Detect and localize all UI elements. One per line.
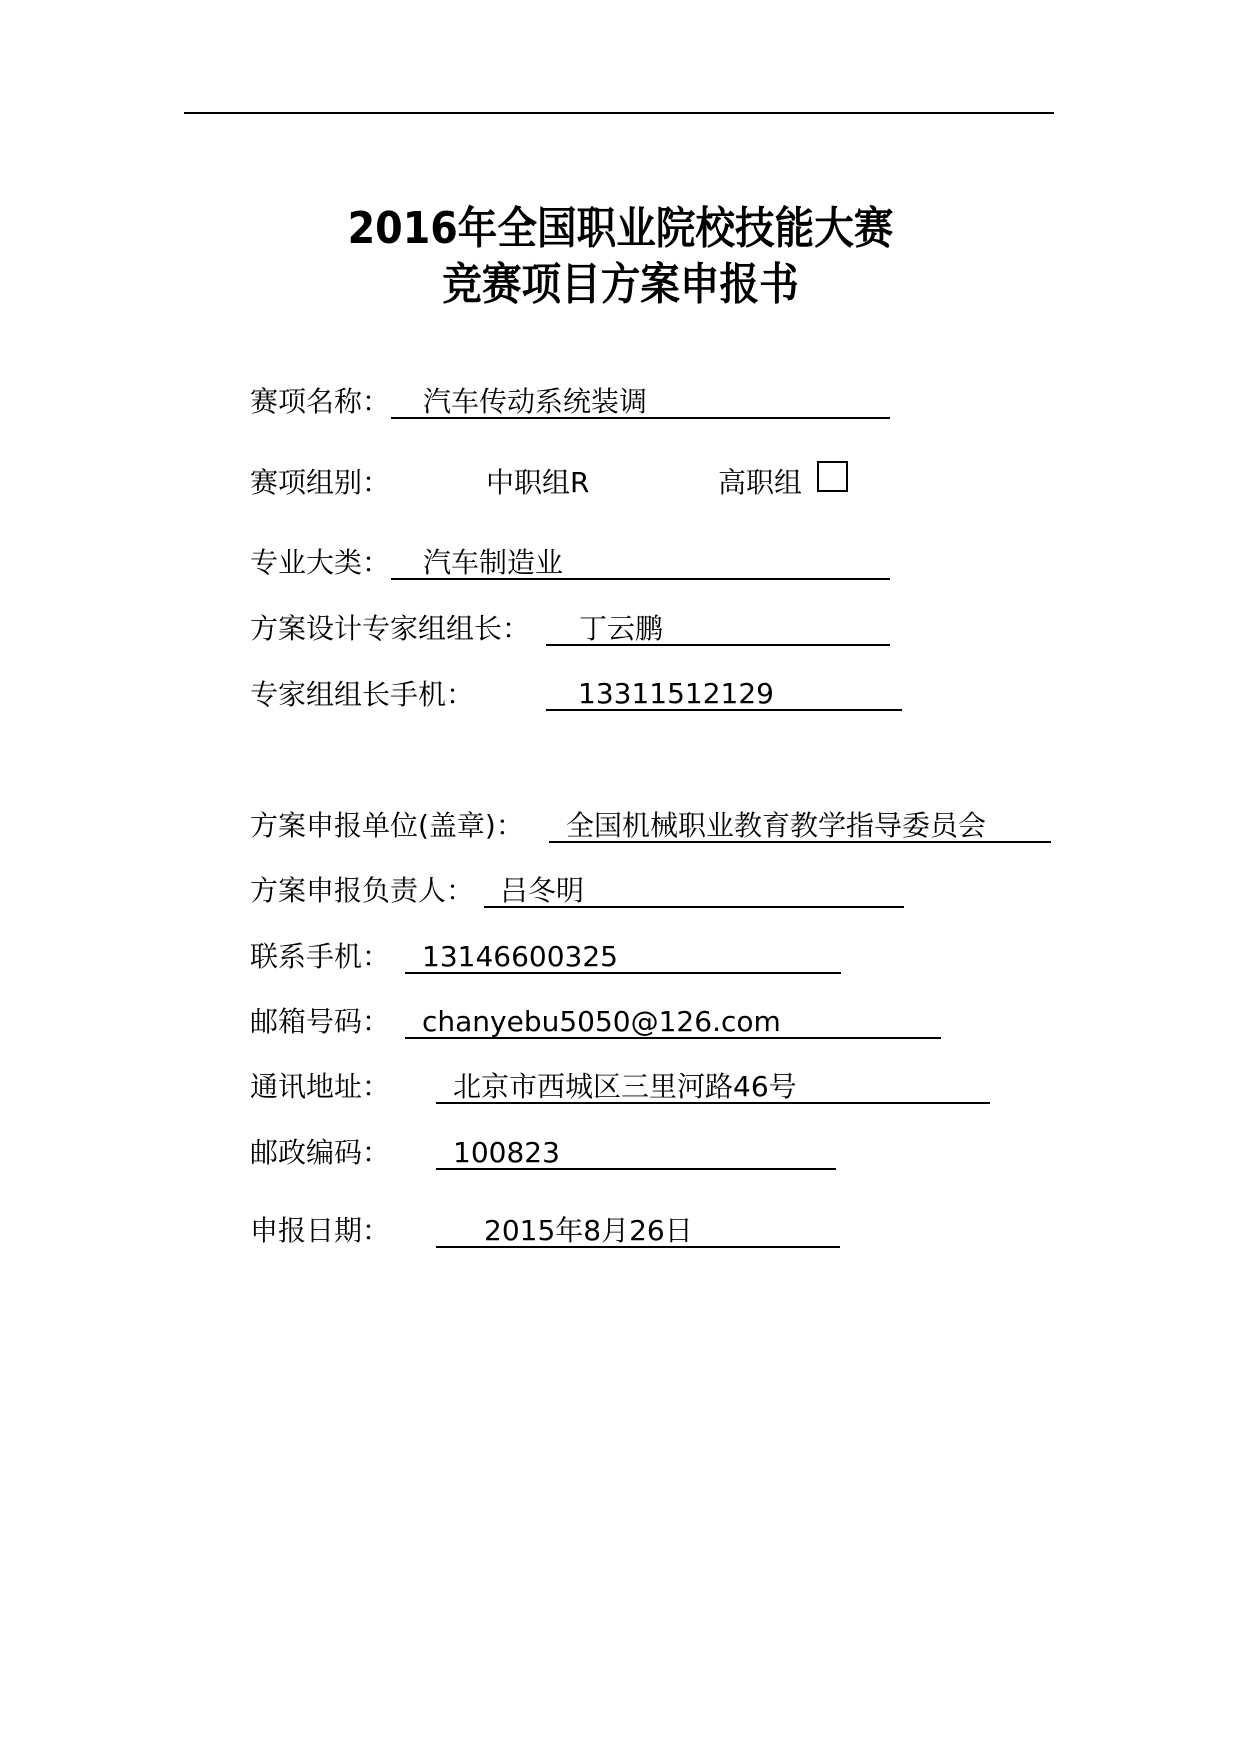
postcode-label: 邮政编码： (250, 1136, 391, 1169)
title-line-2: 竞赛项目方案申报书 (442, 259, 799, 310)
address-field[interactable]: 北京市西城区三里河路46号 (436, 1070, 990, 1104)
date-field[interactable]: 2015年8月26日 (436, 1214, 840, 1248)
unit-field[interactable]: 全国机械职业教育教学指导委员会 (549, 809, 1051, 843)
title-line-1: 2016年全国职业院校技能大赛 (347, 203, 894, 254)
leader-field[interactable]: 丁云鹏 (546, 612, 890, 646)
major-label: 专业大类： (250, 546, 391, 579)
email-field[interactable]: chanyebu5050@126.com (405, 1005, 941, 1039)
email-label: 邮箱号码： (250, 1005, 391, 1038)
header-rule (184, 112, 1054, 114)
group-label: 赛项组别： (250, 466, 391, 499)
secondary-group-option[interactable]: 中职组R (486, 466, 590, 499)
event-name-label: 赛项名称： (250, 385, 391, 418)
higher-group-option[interactable]: 高职组 (718, 466, 803, 499)
leader-phone-field[interactable]: 13311512129 (546, 677, 902, 711)
unit-label: 方案申报单位(盖章)： (250, 809, 524, 842)
address-label: 通讯地址： (250, 1070, 391, 1103)
responsible-field[interactable]: 吕冬明 (484, 874, 904, 908)
event-name-field[interactable]: 汽车传动系统装调 (391, 385, 890, 419)
major-field[interactable]: 汽车制造业 (391, 546, 890, 580)
leader-label: 方案设计专家组组长： (250, 612, 531, 645)
postcode-field[interactable]: 100823 (436, 1136, 836, 1170)
date-label: 申报日期： (250, 1214, 391, 1247)
leader-phone-label: 专家组组长手机： (250, 678, 475, 711)
phone-label: 联系手机： (250, 940, 391, 973)
higher-group-checkbox[interactable] (817, 461, 848, 492)
responsible-label: 方案申报负责人： (250, 874, 475, 907)
phone-field[interactable]: 13146600325 (405, 940, 841, 974)
